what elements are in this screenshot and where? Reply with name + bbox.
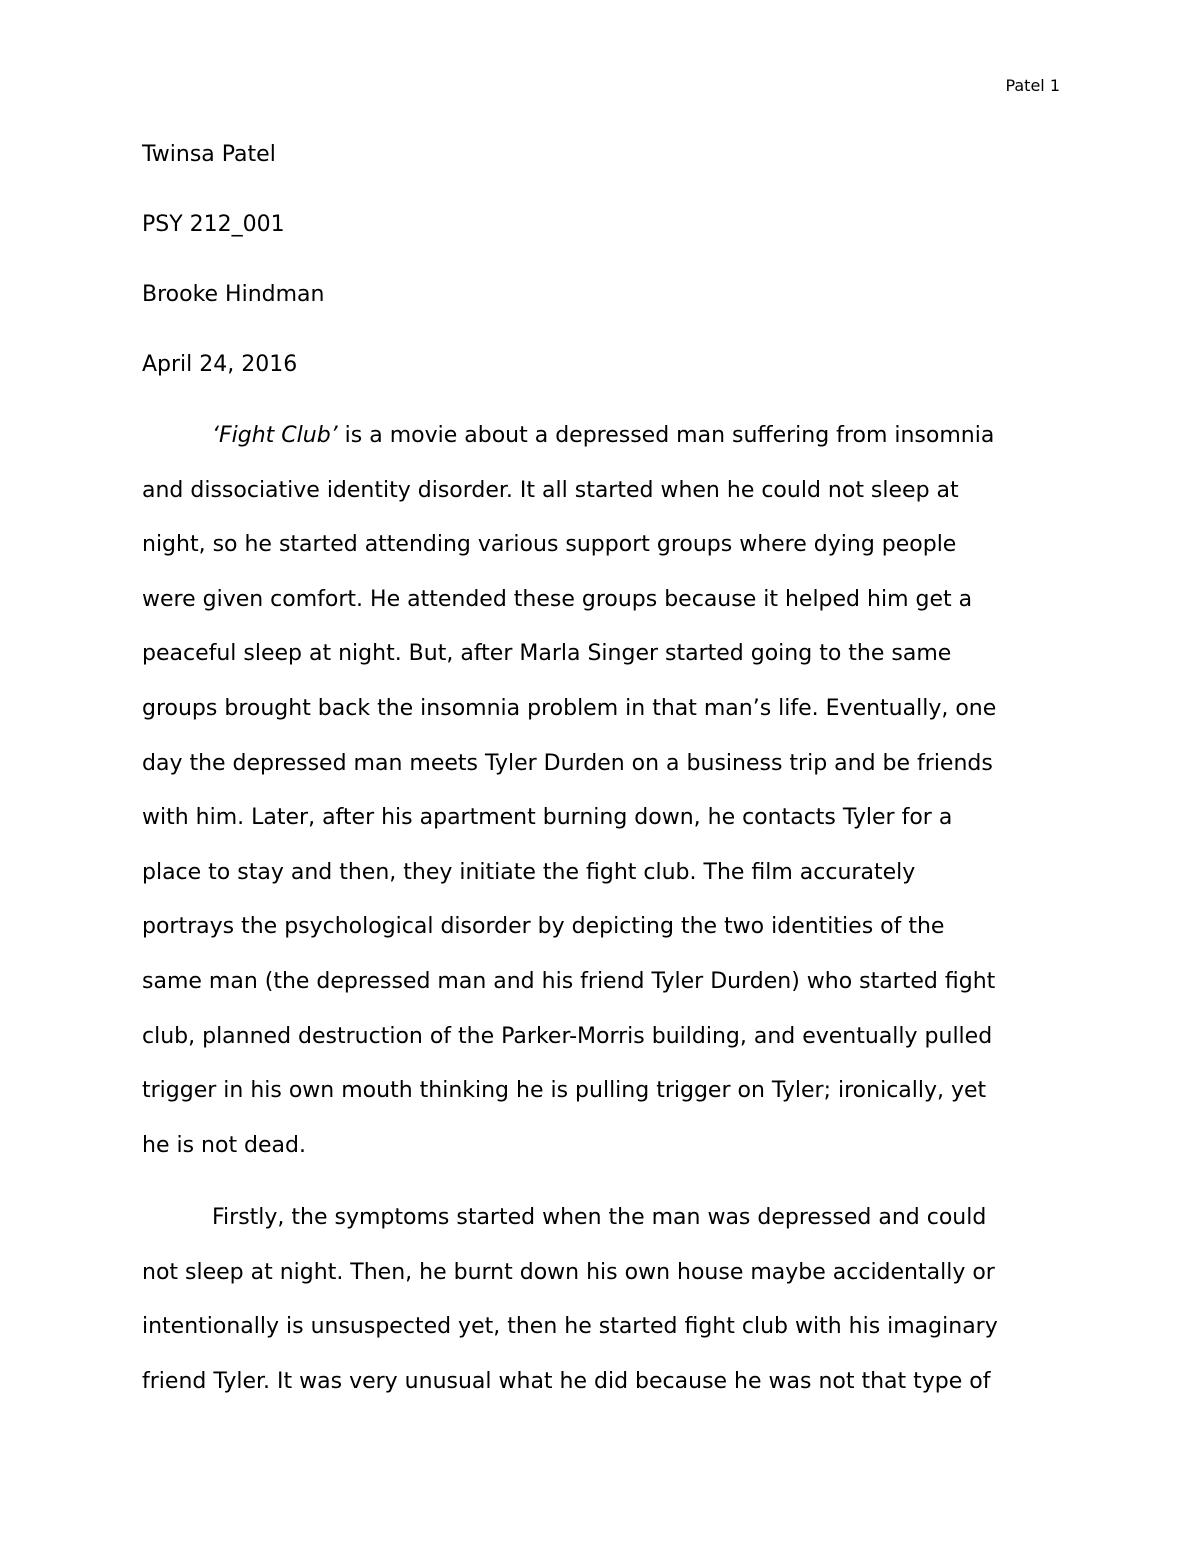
page-header (1005, 76, 1060, 96)
page-number-label: Patel 1 (1005, 76, 1060, 95)
paragraph-line: not sleep at night. Then, he burnt down his own house maybe accidentally or (142, 1259, 995, 1285)
student-name: Twinsa Patel (142, 142, 276, 167)
paragraph-line (142, 421, 1072, 476)
paragraph-line: club, planned destruction of the Parker-Morris building, and eventually pulled (142, 1023, 993, 1049)
paragraph-line-text: is a movie about a depressed man suffering from insomnia (337, 423, 995, 448)
paragraph-line: he is not dead. (142, 1132, 307, 1158)
mla-heading (142, 140, 1062, 420)
paragraph-intro (142, 421, 1072, 1185)
paragraph-line: intentionally is unsuspected yet, then he started fight club with his imaginary (142, 1314, 998, 1340)
essay-date: April 24, 2016 (142, 352, 298, 377)
paragraph-line: Firstly, the symptoms started when the man was depressed and could (212, 1205, 987, 1230)
paragraph-line: same man (the depressed man and his friend Tyler Durden) who started fight (142, 968, 996, 994)
paragraph-line: with him. Later, after his apartment burning down, he contacts Tyler for a (142, 805, 953, 831)
instructor-name: Brooke Hindman (142, 282, 325, 307)
paragraph-line: groups brought back the insomnia problem in that man’s life. Eventually, one (142, 695, 997, 721)
paragraph-line: were given comfort. He attended these groups because it helped him get a (142, 586, 973, 612)
paragraph-line: portrays the psychological disorder by depicting the two identities of the (142, 914, 945, 940)
paragraph-line: friend Tyler. It was very unusual what he did because he was not that type of (142, 1368, 991, 1394)
paragraph-line: day the depressed man meets Tyler Durden on a business trip and be friends (142, 750, 993, 776)
paragraph-line: and dissociative identity disorder. It all started when he could not sleep at (142, 477, 959, 503)
course-code: PSY 212_001 (142, 212, 285, 237)
paragraph-symptoms (142, 1203, 1072, 1421)
paragraph-line: night, so he started attending various support groups where dying people (142, 532, 957, 558)
film-title: ‘Fight Club’ (212, 423, 338, 448)
paragraph-line: peaceful sleep at night. But, after Marla Singer started going to the same (142, 641, 952, 667)
paragraph-line: trigger in his own mouth thinking he is pulling trigger on Tyler; ironically, yet (142, 1078, 987, 1104)
paragraph-line: place to stay and then, they initiate the fight club. The film accurately (142, 859, 916, 885)
